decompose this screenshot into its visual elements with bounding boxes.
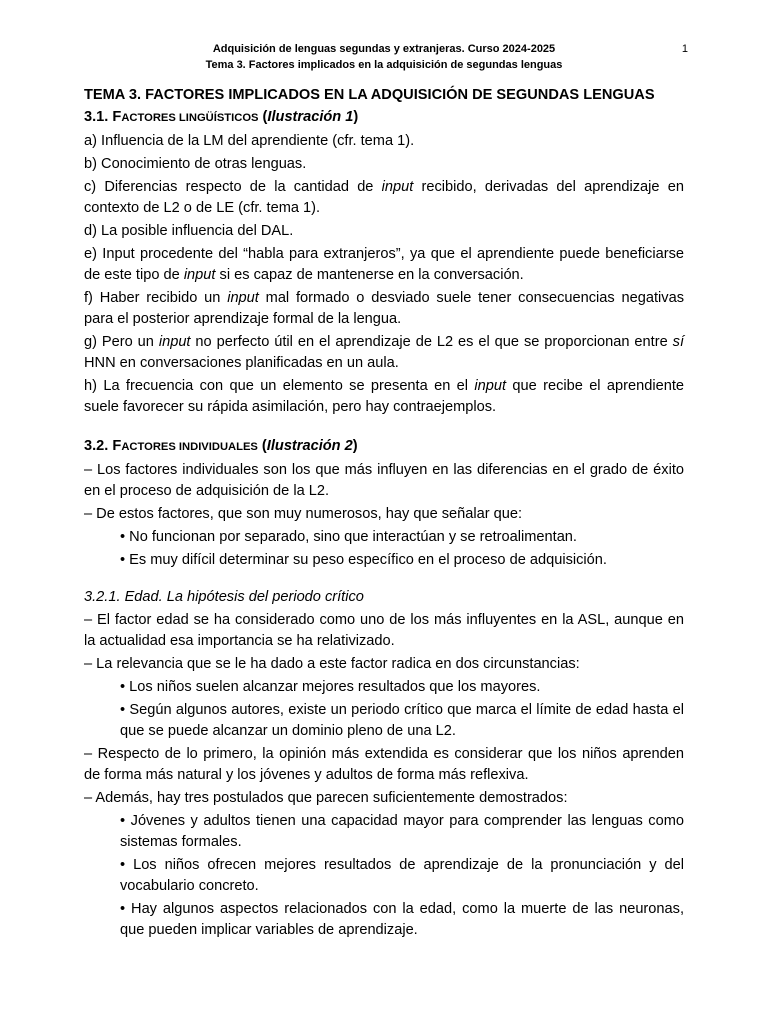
small-caps-rest: ACTORES LINGÜÍSTICOS: [121, 112, 259, 124]
item-h-text-2: que recibe el aprendiente suele favorecer su rápida asimilación, pero hay contraejemplos.: [84, 378, 684, 415]
section-spacer: [84, 573, 684, 587]
bullet-item: • Jóvenes y adultos tienen una capacidad mayor para comprender las lenguas como sistemas formales.: [120, 813, 684, 850]
item-h: [84, 376, 684, 418]
item-c-text-2: recibido, derivadas del aprendizaje en contexto de L2 o de LE (cfr. tema 1).: [84, 179, 684, 216]
paragraph: – Además, hay tres postulados que parecen suficientemente demostrados:: [84, 790, 568, 806]
small-caps-initial: F: [112, 438, 122, 454]
section-3-1-heading: [84, 107, 684, 129]
paragraph: – La relevancia que se le ha dado a este factor radica en dos circunstancias:: [84, 656, 580, 672]
bullet-item: • Hay algunos aspectos relacionados con la edad, como la muerte de las neuronas, que pueden implicar variables de aprendizaje.: [120, 901, 684, 938]
bullet-item: • Los niños ofrecen mejores resultados de aprendizaje de la pronunciación y del vocabulario concreto.: [120, 857, 684, 894]
illustration-ref: Ilustración 1: [267, 109, 354, 125]
page-number: 1: [681, 43, 688, 55]
paragraph: – Los factores individuales son los que más influyen en las diferencias en el grado de éxito en el proceso de adquisición de la L2.: [84, 462, 684, 499]
paren-open: (: [258, 109, 268, 125]
si-term: sí: [672, 334, 684, 350]
item-h-text: h) La frecuencia con que un elemento se presenta en el: [84, 378, 475, 394]
item-e-text: e) Input procedente del “habla para extranjeros”, ya que el aprendiente puede beneficiarse de este tipo de: [84, 246, 684, 283]
item-f: [84, 288, 684, 330]
small-caps-rest: ACTORES INDIVIDUALES: [121, 441, 258, 453]
section-number: 3.2.: [84, 438, 113, 454]
item-b: b) Conocimiento de otras lenguas.: [84, 156, 307, 172]
input-term: input: [474, 378, 507, 394]
running-header: [84, 42, 684, 73]
item-g: [84, 332, 684, 374]
section-spacer: [84, 420, 684, 436]
section-number: 3.1.: [84, 109, 113, 125]
item-g-text: g) Pero un: [84, 334, 159, 350]
item-g-text-2: no perfecto útil en el aprendizaje de L2 es el que se proporcionan entre: [190, 334, 673, 350]
header-course-line: Adquisición de lenguas segundas y extranjeras. Curso 2024-2025: [212, 43, 556, 55]
subsection-3-2-1-heading: 3.2.1. Edad. La hipótesis del periodo crítico: [84, 589, 364, 605]
paren-open: (: [257, 438, 267, 454]
item-e-text-2: si es capaz de mantenerse en la conversación.: [215, 267, 524, 283]
bullet-item: • Es muy difícil determinar su peso específico en el proceso de adquisición.: [120, 552, 607, 568]
bullet-item: • No funcionan por separado, sino que interactúan y se retroalimentan.: [120, 529, 577, 545]
paren-close: ): [353, 109, 359, 125]
input-term: input: [183, 267, 216, 283]
input-term: input: [381, 179, 414, 195]
paren-close: ): [352, 438, 358, 454]
input-term: input: [227, 290, 259, 306]
item-f-text-2: mal formado o desviado suele tener consecuencias negativas para el posterior aprendizaje formal de la lengua.: [84, 290, 684, 327]
item-f-text: f) Haber recibido un: [84, 290, 228, 306]
bullet-item: • Según algunos autores, existe un periodo crítico que marca el límite de edad hasta el que se puede alcanzar un dominio pleno de una L2.: [120, 702, 684, 739]
item-a: a) Influencia de la LM del aprendiente (cfr. tema 1).: [84, 133, 415, 149]
paragraph: – De estos factores, que son muy numerosos, hay que señalar que:: [84, 506, 523, 522]
bullet-item: • Los niños suelen alcanzar mejores resultados que los mayores.: [120, 679, 541, 695]
item-c: [84, 177, 684, 219]
paragraph: – Respecto de lo primero, la opinión más extendida es considerar que los niños aprenden de forma más natural y los jóvenes y adultos de forma más reflexiva.: [84, 746, 684, 783]
item-e: [84, 244, 684, 286]
header-topic-line: Tema 3. Factores implicados en la adquisición de segundas lenguas: [205, 58, 563, 71]
paragraph: – El factor edad se ha considerado como uno de los más influyentes en la ASL, aunque en la actualidad esa importancia se ha relativizado.: [84, 612, 684, 649]
document-title: TEMA 3. FACTORES IMPLICADOS EN LA ADQUISICIÓN DE SEGUNDAS LENGUAS: [84, 87, 655, 103]
illustration-ref: Ilustración 2: [266, 438, 353, 454]
item-g-text-3: HNN en conversaciones planificadas en un aula.: [84, 355, 399, 371]
document-body: [84, 85, 684, 943]
item-d: d) La posible influencia del DAL.: [84, 223, 294, 239]
item-c-text: c) Diferencias respecto de la cantidad de: [84, 179, 382, 195]
small-caps-initial: F: [112, 109, 122, 125]
section-3-2-heading: [84, 436, 684, 458]
input-term: input: [158, 334, 191, 350]
